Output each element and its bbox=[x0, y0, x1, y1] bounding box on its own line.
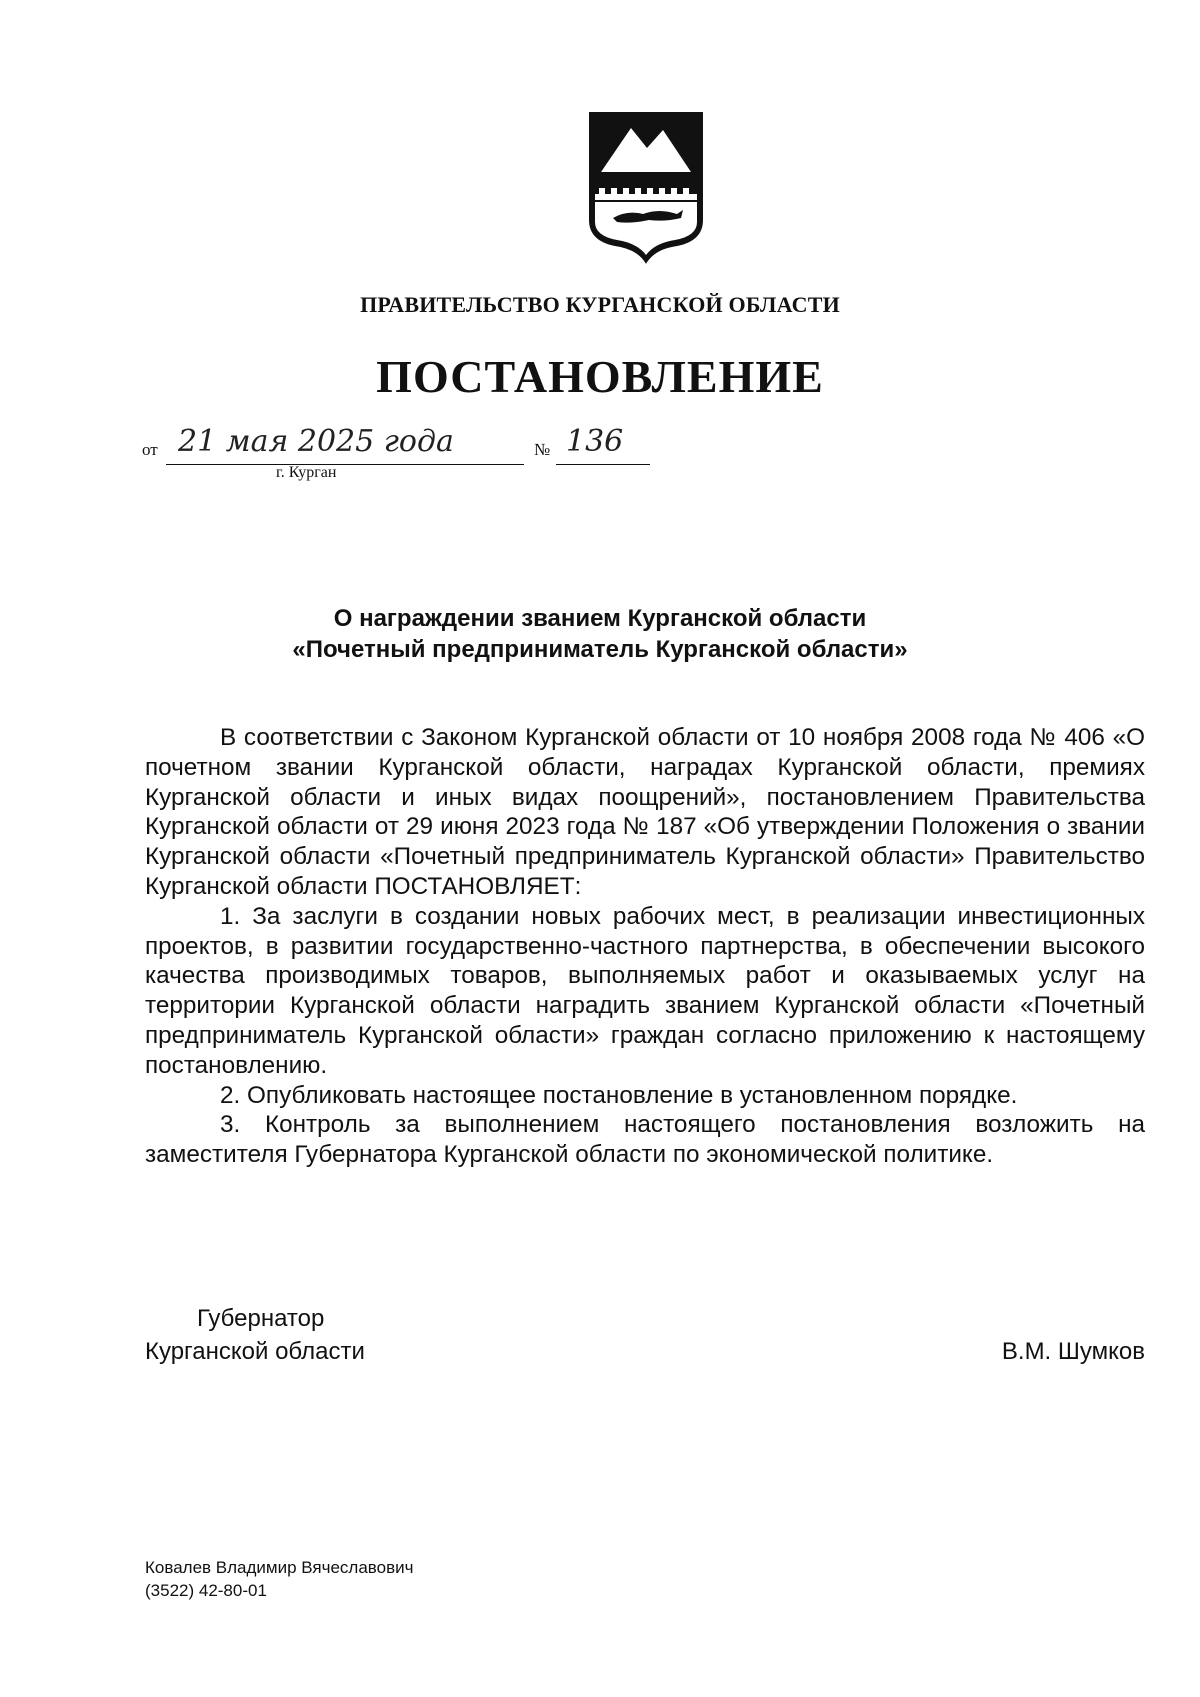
document-body bbox=[145, 723, 1145, 1170]
signatory-position bbox=[145, 1302, 365, 1368]
item-3-paragraph: 3. Контроль за выполнением настоящего постановления возложить на заместителя Губернатора Курганской области по экономической политике. bbox=[145, 1111, 1145, 1169]
executor-name: Ковалев Владимир Вячеславович bbox=[145, 1558, 414, 1577]
date-underline bbox=[166, 464, 524, 465]
date-from-label: от bbox=[142, 440, 158, 459]
handwritten-date: 21 мая 2025 года bbox=[178, 424, 454, 459]
date-number-line bbox=[142, 424, 662, 470]
number-underline bbox=[556, 464, 650, 465]
document-title bbox=[0, 603, 1200, 665]
organization-name: ПРАВИТЕЛЬСТВО КУРГАНСКОЙ ОБЛАСТИ bbox=[360, 292, 840, 317]
handwritten-number: 136 bbox=[566, 424, 624, 459]
document-type: ПОСТАНОВЛЕНИЕ bbox=[376, 351, 824, 402]
item-1-paragraph: 1. За заслуги в создании новых рабочих мест, в реализации инвестиционных проектов, в развитии государственно-частного партнерства, в обеспечении высокого качества производимых товаров, выполняемых работ и оказываемых услуг на территории Курганской области наградить званием Курганской области «Почетный предприниматель Курганской области» граждан согласно приложению к настоящему постановлению. bbox=[145, 902, 1145, 1079]
signatory-name: В.М. Шумков bbox=[1001, 1338, 1145, 1365]
city-label: г. Курган bbox=[276, 464, 337, 481]
signatory-position-line-1: Губернатор bbox=[197, 1305, 325, 1332]
title-line-2: «Почетный предприниматель Курганской области» bbox=[292, 636, 908, 663]
number-label: № bbox=[534, 440, 551, 459]
signatory-position-line-2: Курганской области bbox=[145, 1338, 365, 1365]
preamble-paragraph: В соответствии с Законом Курганской области от 10 ноября 2008 года № 406 «О почетном звании Курганской области, наградах Курганской области, премиях Курганской области и иных видах поощрений», постановлением Правительства Курганской области от 29 июня 2023 года № 187 «Об утверждении Положения о звании Курганской области «Почетный предприниматель Курганской области» Правительство Курганской области ПОСТАНОВЛЯЕТ: bbox=[145, 724, 1145, 900]
kurgan-coat-of-arms-icon bbox=[587, 110, 705, 265]
executor-contact bbox=[145, 1556, 414, 1602]
item-2-paragraph: 2. Опубликовать настоящее постановление в установленном порядке. bbox=[220, 1081, 1018, 1109]
executor-phone: (3522) 42-80-01 bbox=[145, 1581, 267, 1600]
title-line-1: О награждении званием Курганской области bbox=[333, 605, 867, 632]
